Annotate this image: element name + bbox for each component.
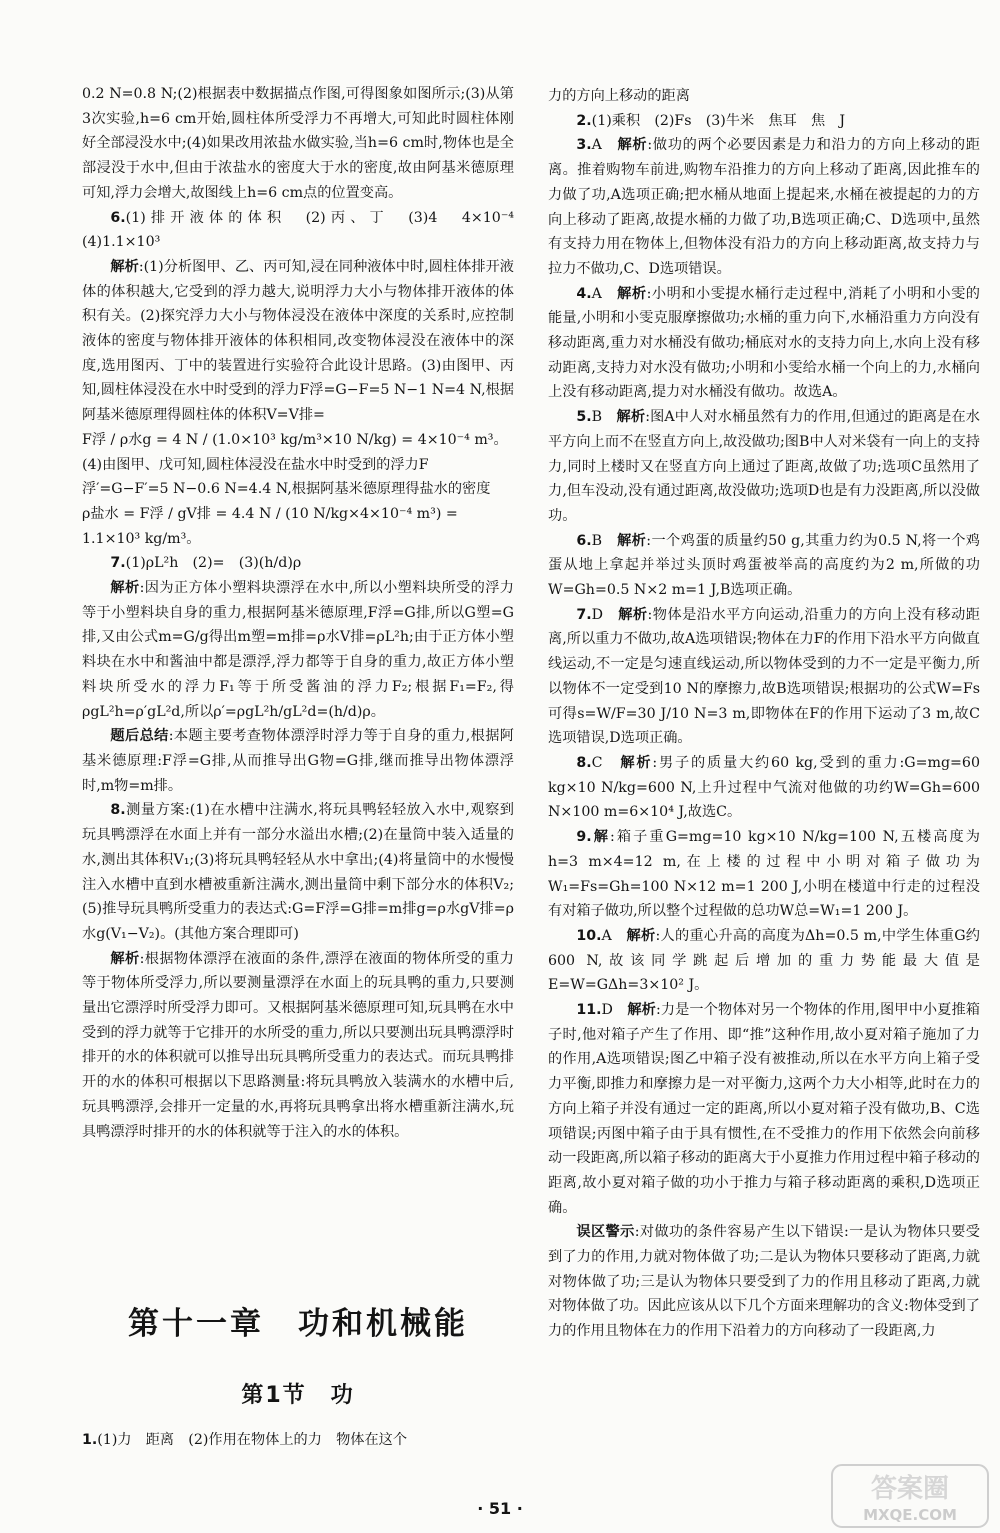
question-8: 8.C 解析:男子的质量大约60 kg,受到的重力:G=mg=60 kg×10 N/kg=600 N,上升过程中气流对他做的功约W=Gh=600 N×100 m=6×10⁴ J,故选C。 <box>548 754 980 821</box>
paragraph: 力的方向上移动的距离 <box>548 88 690 104</box>
section-title: 第1节 功 <box>241 1383 355 1408</box>
question-3: 3.A 解析:做功的两个必要因素是力和沿力的方向上移动的距离。推着购物车前进,购物车沿推力的方向上移动了距离,因此推车的力做了功,A选项正确;把水桶从地面上提起来,水桶在被提起的力的方向上移动了距离,故提水桶的力做了功,B选项正确;C、D选项中,虽然有支持力用在物体上,但物体没有沿力的方向上移动距离,故支持力与拉力不做功,C、D选项错误。 <box>548 137 980 277</box>
question-8: 8.测量方案:(1)在水槽中注满水,将玩具鸭轻轻放入水中,观察到玩具鸭漂浮在水面上并有一部分水溢出水槽;(2)在量筒中装入适量的水,测出其体积V₁;(3)将玩具鸭轻轻从水中拿出;(4)将量筒中的水慢慢注入水槽中直到水槽被重新注满水,测出量筒中剩下部分水的体积V₂;(5)推导玩具鸭所受重力的表达式:G=F浮=G排=m排g=ρ水gV排=ρ水g(V₁−V₂)。(其他方案合理即可) <box>82 802 514 942</box>
question-7: 7.D 解析:物体是沿水平方向运动,沿重力的方向上没有移动距离,所以重力不做功,故A选项错误;物体在力F的作用下沿水平方向做直线运动,不一定是匀速直线运动,所以物体受到的力不一定是平衡力,所以物体不一定受到10 N的摩擦力,故B选项错误;根据功的公式W=Fs可得s=W/F=30 J/10 N=3 m,即物体在F的作用下运动了3 m,故C选项错误,D选项正确。 <box>548 606 980 747</box>
page-number: · 51 · <box>477 1499 523 1518</box>
question-6: 6.B 解析:一个鸡蛋的质量约50 g,其重力约为0.5 N,将一个鸡蛋从地上拿起并举过头顶时鸡蛋被举高的高度约为2 m,所做的功W=Gh=0.5 N×2 m=1 J,B选项正确。 <box>548 532 980 599</box>
question-2: 2.(1)乘积 (2)Fs (3)牛米 焦耳 焦 J <box>576 112 846 129</box>
analysis-7: 解析:因为正方体小塑料块漂浮在水中,所以小塑料块所受的浮力等于小塑料块自身的重力,根据阿基米德原理,F浮=G排,所以G塑=G排,又由公式m=G/g得出m塑=m排=ρ水V排=ρL²h;由于正方体小塑料块在水中和酱油中都是漂浮,浮力都等于自身的重力,故正方体小塑料块所受水的浮力F₁等于所受酱油的浮力F₂;根据F₁=F₂,得ρgL²h=ρ′gL²d,所以ρ′=ρgL²h/gL²d=(h/d)ρ。 <box>82 580 514 720</box>
watermark-text: 答案圈 <box>870 1474 950 1504</box>
question-9: 9.解:箱子重G=mg=10 kg×10 N/kg=100 N,五楼高度为h=3 m×4=12 m,在上楼的过程中小明对箱子做功为W₁=Fs=Gh=100 N×12 m=1 200 J,小明在楼道中行走的过程没有对箱子做功,所以整个过程做的总功W总=W₁=1 200 J。 <box>548 829 980 920</box>
question-1: 1.(1)力 距离 (2)作用在物体上的力 物体在这个 <box>82 1432 408 1448</box>
watermark-url: MXQE.COM <box>863 1506 957 1524</box>
left-column <box>82 82 529 1144</box>
question-4: 4.A 解析:小明和小雯提水桶行走过程中,消耗了小明和小雯的能量,小明和小雯克服摩擦做功;水桶的重力向下,水桶沿重力方向没有移动距离,重力对水桶没有做功;桶底对水的支持力向上,水向上没有移动距离,支持力对水没有做功;小明和小雯给水桶一个向上的力,水桶向上没有移动距离,提力对水桶没有做功。故选A。 <box>548 285 980 401</box>
summary-7: 题后总结:本题主要考查物体漂浮时浮力等于自身的重力,根据阿基米德原理:F浮=G排,从而推导出G物=G排,继而推导出物体漂浮时,m物=m排。 <box>82 728 514 794</box>
question-7: 7.(1)ρL²h (2)= (3)(h/d)ρ <box>110 555 302 572</box>
question-11: 11.D 解析:力是一个物体对另一个物体的作用,图甲中小夏推箱子时,他对箱子产生了作用、即“推”这种作用,故小夏对箱子施加了力的作用,A选项错误;图乙中箱子没有被推动,所以在水平方向上箱子受力平衡,即推力和摩擦力是一对平衡力,这两个力大小相等,此时在力的方向上箱子并没有通过一定的距离,所以小夏对箱子没有做功,B、C选项错误;丙图中箱子由于具有惯性,在不受推力的作用下依然会向前移动一段距离,所以箱子移动的距离大于小夏推力作用过程中箱子移动的距离,故小夏对箱子做的功小于推力与箱子移动距离的乘积,D选项正确。 <box>548 1002 980 1216</box>
question-10: 10.A 解析:人的重心升高的高度为Δh=0.5 m,中学生体重G约600 N,故该同学跳起后增加的重力势能最大值是E=W=GΔh=3×10² J。 <box>548 927 980 994</box>
paragraph: 0.2 N=0.8 N;(2)根据表中数据描点作图,可得图象如图所示;(3)从第3次实验,h=6 cm开始,圆柱体所受浮力不再增大,可知此时圆柱体刚好全部浸没水中;(4)如果改用浓盐水做实验,当h=6 cm时,物体也是全部浸没于水中,但由于浓盐水的密度大于水的密度,故由阿基米德原理可知,浮力会增大,故图线上h=6 cm点的位置变高。 <box>82 86 514 201</box>
analysis-8: 解析:根据物体漂浮在液面的条件,漂浮在液面的物体所受的重力等于物体所受浮力,所以要测量漂浮在水面上的玩具鸭的重力,只要测量出它漂浮时所受浮力即可。又根据阿基米德原理可知,玩具鸭在水中受到的浮力就等于它排开的水所受的重力,所以只要测出玩具鸭漂浮时排开的水的体积就可以推导出玩具鸭所受重力的表达式。而玩具鸭排开的水的体积可根据以下思路测量:将玩具鸭放入装满水的水槽中后,玩具鸭漂浮,会排开一定量的水,再将玩具鸭拿出将水槽重新注满水,玩具鸭漂浮时排开的水的体积就等于注入的水的体积。 <box>82 950 514 1140</box>
analysis-6: 解析:(1)分析图甲、乙、丙可知,浸在同种液体中时,圆柱体排开液体的体积越大,它受到的浮力越大,说明浮力大小与物体排开液体的体积有关。(2)探究浮力大小与物体浸没在液体中深度的关系时,应控制液体的密度与物体排开液体的体积相同,改变物体浸没在液体中的深度,选用图丙、丁中的装置进行实验符合此设计思路。(3)由图甲、丙知,圆柱体浸没在水中时受到的浮力F浮=G−F=5 N−1 N=4 N,根据阿基米德原理得圆柱体的体积V=V排= <box>82 258 514 424</box>
right-column <box>548 84 980 1344</box>
question-6: 6.(1)排开液体的体积 (2)丙、丁 (3)4 4×10⁻⁴ (4)1.1×10³ <box>82 209 529 251</box>
question-5: 5.B 解析:图A中人对水桶虽然有力的作用,但通过的距离是在水平方向上而不在竖直方向上,故没做功;图B中人对米袋有一向上的支持力,同时上楼时又在竖直方向上通过了距离,故做了功;选项C虽然用了力,但车没动,没有通过距离,故没做功;选项D也是有力没距离,所以没做功。 <box>548 409 980 524</box>
mistake-warning: 误区警示:对做功的条件容易产生以下错误:一是认为物体只要受到了力的作用,力就对物体做了功;二是认为物体只要移动了距离,力就对物体做了功;三是认为物体只要受到了力的作用且移动了距离,力就对物体做了功。因此应该从以下几个方面来理解功的含义:物体受到了力的作用且物体在力的作用下沿着力的方向移动了一段距离,力 <box>548 1224 980 1340</box>
chapter-title: 第十一章 功和机械能 <box>128 1306 468 1342</box>
equation: F浮 / ρ水g = 4 N / (1.0×10³ kg/m³×10 N/kg) = 4×10⁻⁴ m³。(4)由图甲、戊可知,圆柱体浸没在盐水中时受到的浮力F浮′=G−F′=5 N−0.6 N=4.4 N,根据阿基米德原理得盐水的密度 <box>82 431 508 498</box>
watermark-logo <box>830 1463 990 1529</box>
equation: ρ盐水 = F浮 / gV排 = 4.4 N / (10 N/kg×4×10⁻⁴ m³) = 1.1×10³ kg/m³。 <box>82 505 458 547</box>
